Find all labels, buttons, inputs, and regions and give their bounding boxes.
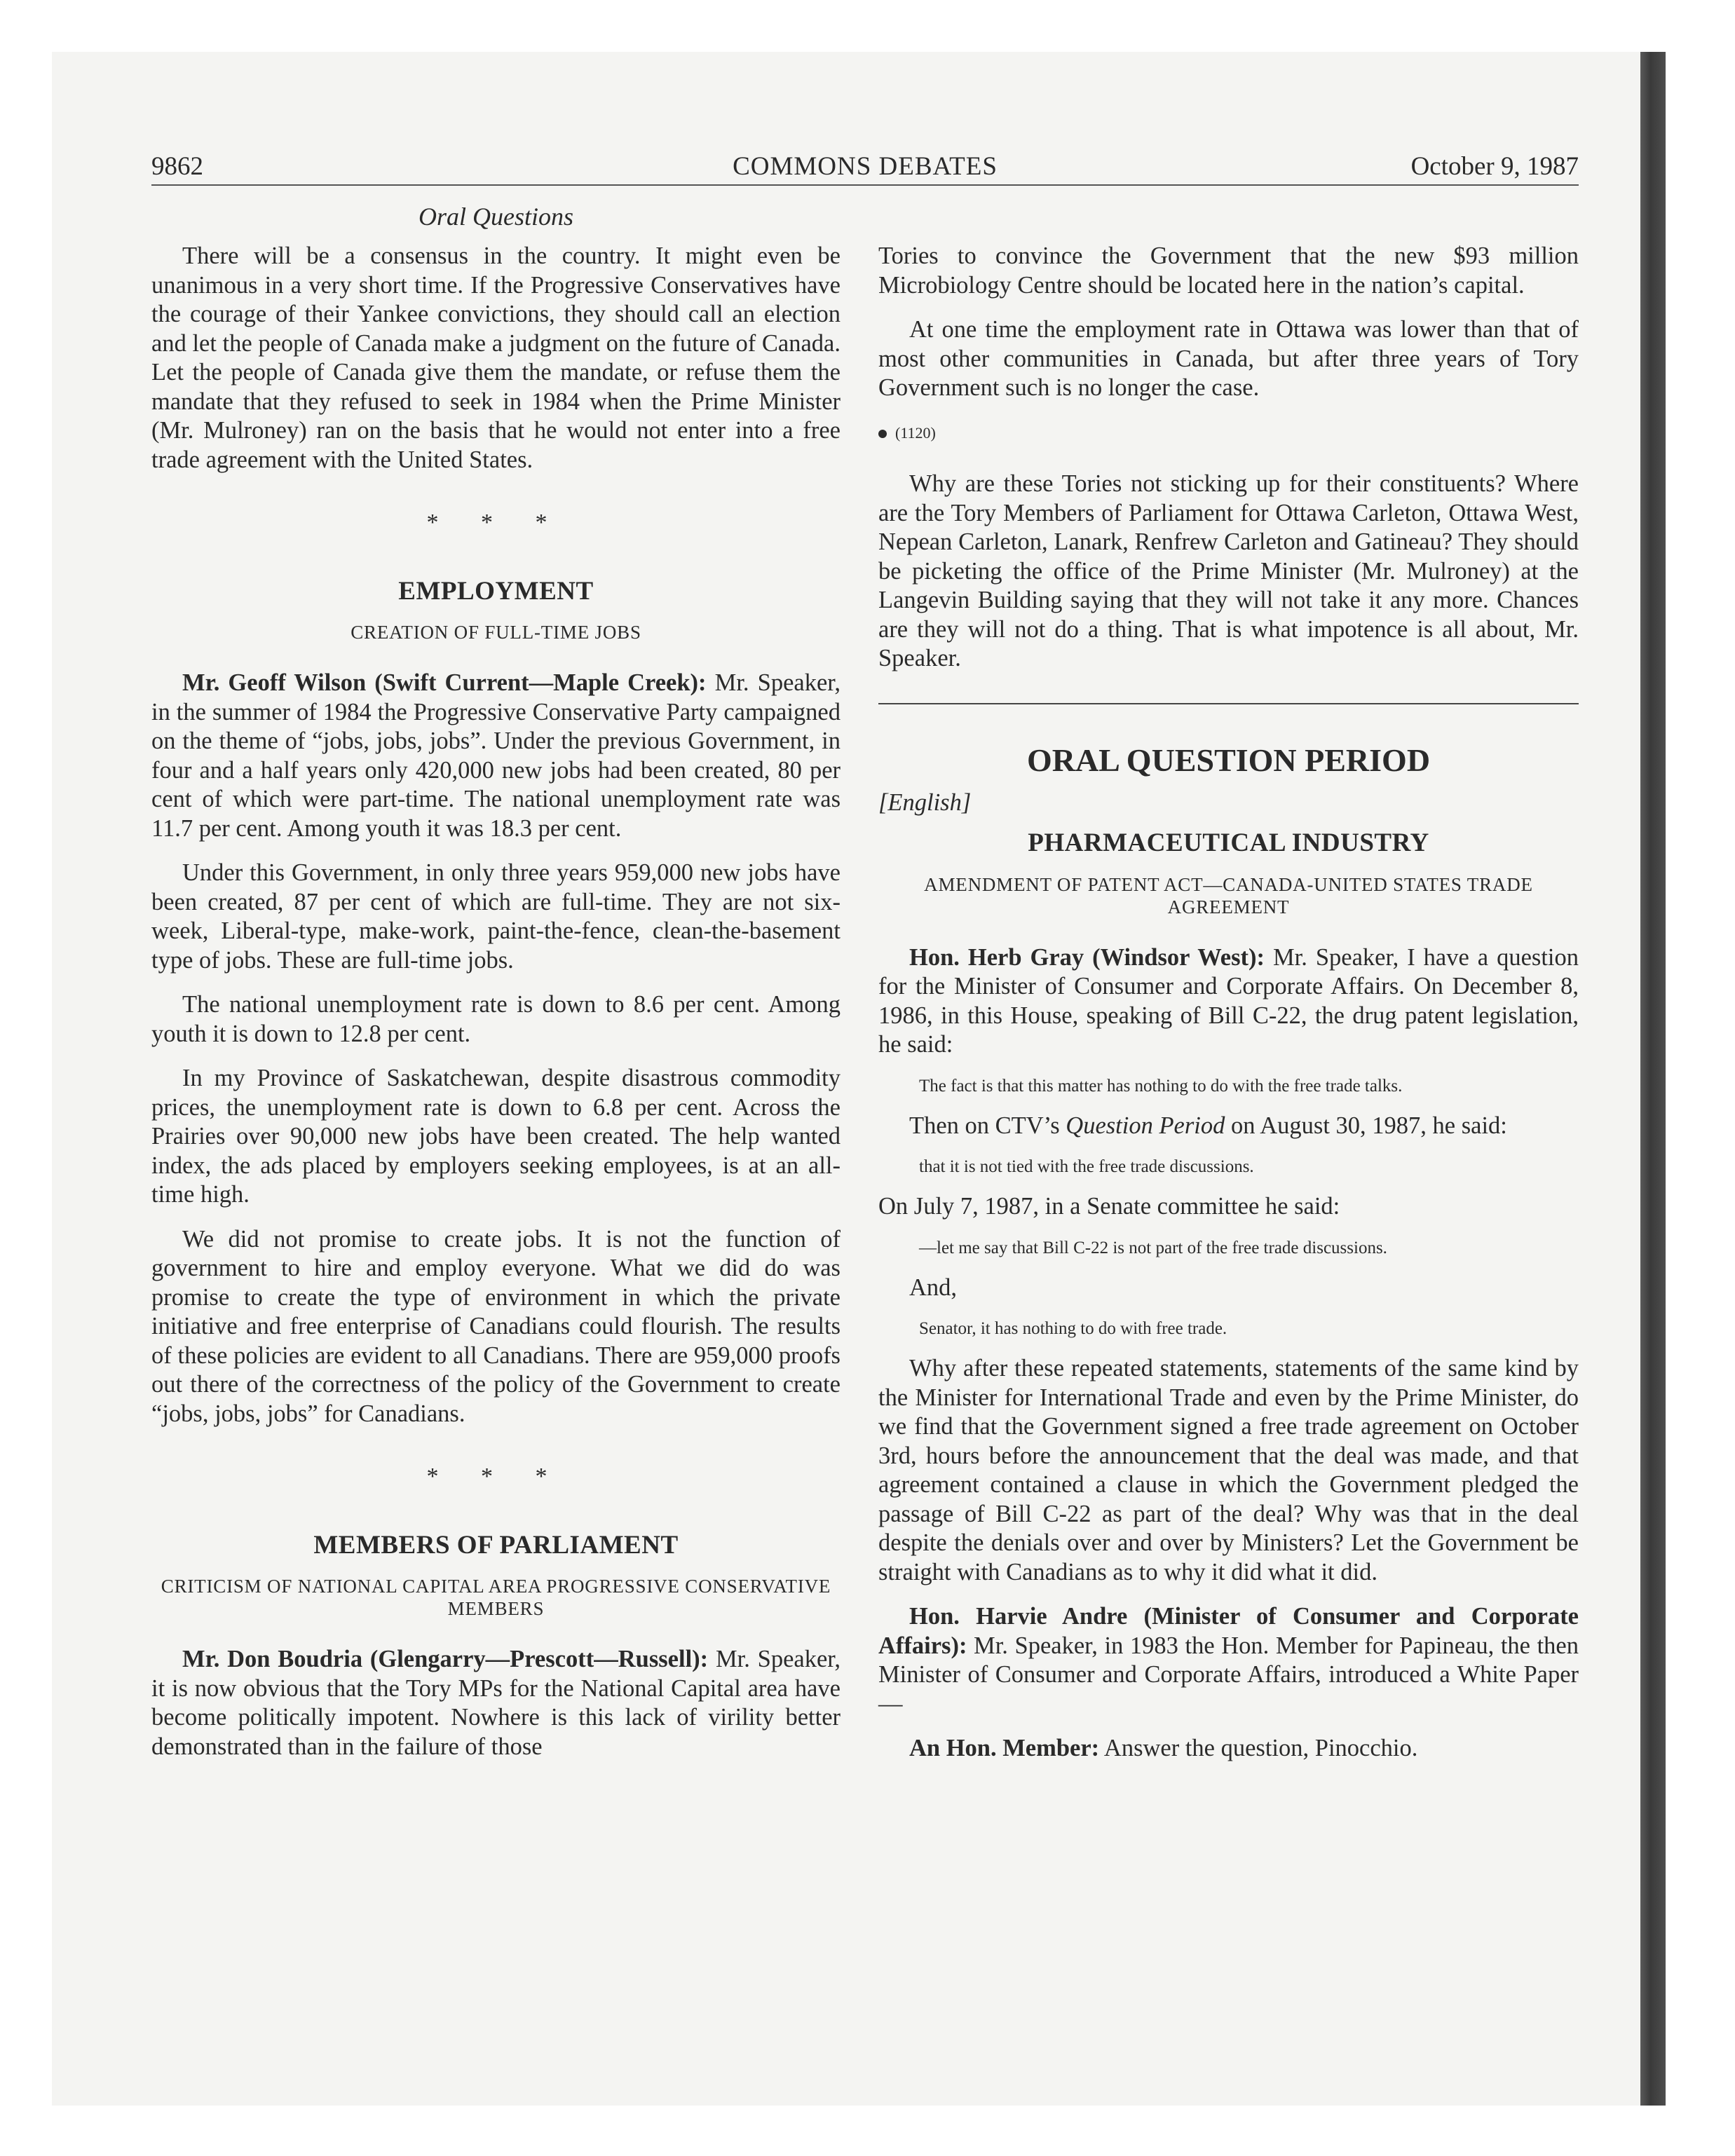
section-rule (878, 703, 1579, 704)
mp-heading: MEMBERS OF PARLIAMENT (313, 1530, 679, 1560)
speaker-name: Hon. Herb Gray (Windsor West): (909, 943, 1265, 971)
speech-wilson (151, 669, 841, 843)
text-run: Then on CTV’s (909, 1112, 1066, 1139)
employment-heading: EMPLOYMENT (398, 576, 594, 606)
section-label: Oral Questions (418, 203, 573, 231)
speech-text: Mr. Speaker, in 1983 the Hon. Member for Papineau, the then Minister of Consumer and Corporate Affairs, introduced a White Paper— (878, 1632, 1579, 1717)
block-quote: The fact is that this matter has nothing to do with the free trade talks. (919, 1076, 1403, 1096)
right-column (878, 242, 1579, 1779)
paragraph: In my Province of Saskatchewan, despite disastrous commodity prices, the unemployment rate is down to 6.8 per cent. Across the Prairies over 90,000 new jobs have been created. The help wanted index, the ads placed by employers seeking employees, is at an all-time high. (151, 1065, 841, 1208)
paragraph: And, (909, 1274, 958, 1301)
pharma-heading: PHARMACEUTICAL INDUSTRY (1028, 828, 1429, 857)
block-quote: —let me say that Bill C-22 is not part of the free trade discussions. (919, 1238, 1387, 1257)
speech-text: Answer the question, Pinocchio. (1103, 1735, 1418, 1761)
text-run: on August 30, 1987, he said: (1225, 1112, 1507, 1139)
language-tag: [English] (878, 789, 972, 816)
left-column (151, 242, 841, 1777)
paragraph: Under this Government, in only three years 959,000 new jobs have been created, 87 per cent of which are full-time. They are not six-week, Liberal-type, make-work, paint-the-fence, clean-the-basement type of jobs. These are full-time jobs. (151, 859, 841, 974)
speaker-name: Mr. Don Boudria (Glengarry—Prescott—Russell): (182, 1646, 709, 1672)
speaker-name: Hon. Harvie Andre (Minister of Consumer and Corporate Affairs): (878, 1603, 1579, 1659)
section-separator: * * * (426, 510, 566, 535)
time-marker-text: (1120) (895, 423, 936, 442)
oral-question-period-heading: ORAL QUESTION PERIOD (1026, 742, 1431, 778)
paragraph: Why after these repeated statements, statements of the same kind by the Minister for International Trade and even by the Prime Minister, do we find that the Government signed a free trade agreement on October 3rd, hours before the announcement that the deal was made, and that agreement contained a clause in which the Government pledged the passage of Bill C-22 as part of the deal? Why was that in the deal despite the denials over and over by Ministers? Let the Government be straight with Canadians as to why it did what it did. (878, 1355, 1579, 1585)
speech-andre (878, 1602, 1579, 1719)
time-marker (878, 418, 1579, 448)
publication-title: COMMONS DEBATES (733, 152, 998, 181)
speaker-name: An Hon. Member: (909, 1735, 1100, 1761)
speech-text: Mr. Speaker, it is now obvious that the Tory MPs for the National Capital area have become politically impotent. Nowhere is this lack of virility better demonstrated than in the failure of those (151, 1646, 841, 1760)
section-separator: * * * (426, 1464, 566, 1489)
employment-subheading: CREATION OF FULL-TIME JOBS (351, 622, 641, 643)
page-number: 9862 (151, 152, 203, 181)
paragraph: Why are these Tories not sticking up for their constituents? Where are the Tory Members of Parliament for Ottawa Carleton, Ottawa West, Nepean Carleton, Lanark, Renfrew Carleton and Gatineau? They should be picketing the office of the Prime Minister (Mr. Mulroney) at the Langevin Building saying that they will not take it any more. Chances are they will not do a thing. That is what impotence is all about, Mr. Speaker. (878, 470, 1579, 671)
speech-text: Mr. Speaker, in the summer of 1984 the Progressive Conservative Party campaigned on the theme of “jobs, jobs, jobs”. Under the previous Government, in four and a half years only 420,000 new jobs had been created, 80 per cent of which were part-time. The national unemployment rate was 11.7 per cent. Among youth it was 18.3 per cent. (151, 669, 841, 842)
bullet-icon (878, 430, 887, 438)
scan-edge-shadow (1640, 52, 1666, 2106)
paragraph: There will be a consensus in the country. It might even be unanimous in a very short time. If the Progressive Conservatives have the courage of their Yankee convictions, they should call an election and let the people of Canada make a judgment on the future of Canada. Let the people of Canada give them the mandate, or refuse them the mandate that they refused to seek in 1984 when the Prime Minister (Mr. Mulroney) ran on the basis that he would not enter into a free trade agreement with the United States. (151, 243, 841, 473)
paragraph: The national unemployment rate is down to 8.6 per cent. Among youth it is down to 12.8 per cent. (151, 991, 841, 1047)
speech-text: Mr. Speaker, I have a question for the Minister of Consumer and Corporate Affairs. On December 8, 1986, in this House, speaking of Bill C-22, the drug patent legislation, he said: (878, 943, 1579, 1058)
page-header (151, 147, 1579, 186)
speech-boudria (151, 1645, 841, 1761)
header-rule (151, 184, 1579, 186)
paragraph (878, 1112, 1579, 1141)
program-title: Question Period (1066, 1112, 1225, 1139)
paragraph: On July 7, 1987, in a Senate committee he said: (878, 1193, 1340, 1220)
mp-subheading: CRITICISM OF NATIONAL CAPITAL AREA PROGRESSIVE CONSERVATIVE MEMBERS (161, 1576, 831, 1619)
publication-date: October 9, 1987 (1410, 152, 1579, 181)
speech-member (878, 1734, 1579, 1763)
paragraph: Tories to convince the Government that the new $93 million Microbiology Centre should be located here in the nation’s capital. (878, 243, 1579, 299)
speaker-name: Mr. Geoff Wilson (Swift Current—Maple Creek): (182, 669, 707, 696)
paragraph: At one time the employment rate in Ottawa was lower than that of most other communities in Canada, but after three years of Tory Government such is no longer the case. (878, 316, 1579, 401)
block-quote: Senator, it has nothing to do with free trade. (919, 1319, 1227, 1338)
pharma-subheading: AMENDMENT OF PATENT ACT—CANADA-UNITED STATES TRADE AGREEMENT (924, 873, 1533, 917)
speech-gray (878, 943, 1579, 1060)
block-quote: that it is not tied with the free trade discussions. (919, 1157, 1254, 1176)
paragraph: We did not promise to create jobs. It is not the function of government to hire and employ everyone. What we did do was promise to create the type of environment in which the private initiative and free enterprise of Canadians could flourish. The results of these policies are evident to all Canadians. There are 959,000 proofs out there of the correctness of the policy of the Government to create “jobs, jobs, jobs” for Canadians. (151, 1225, 841, 1427)
